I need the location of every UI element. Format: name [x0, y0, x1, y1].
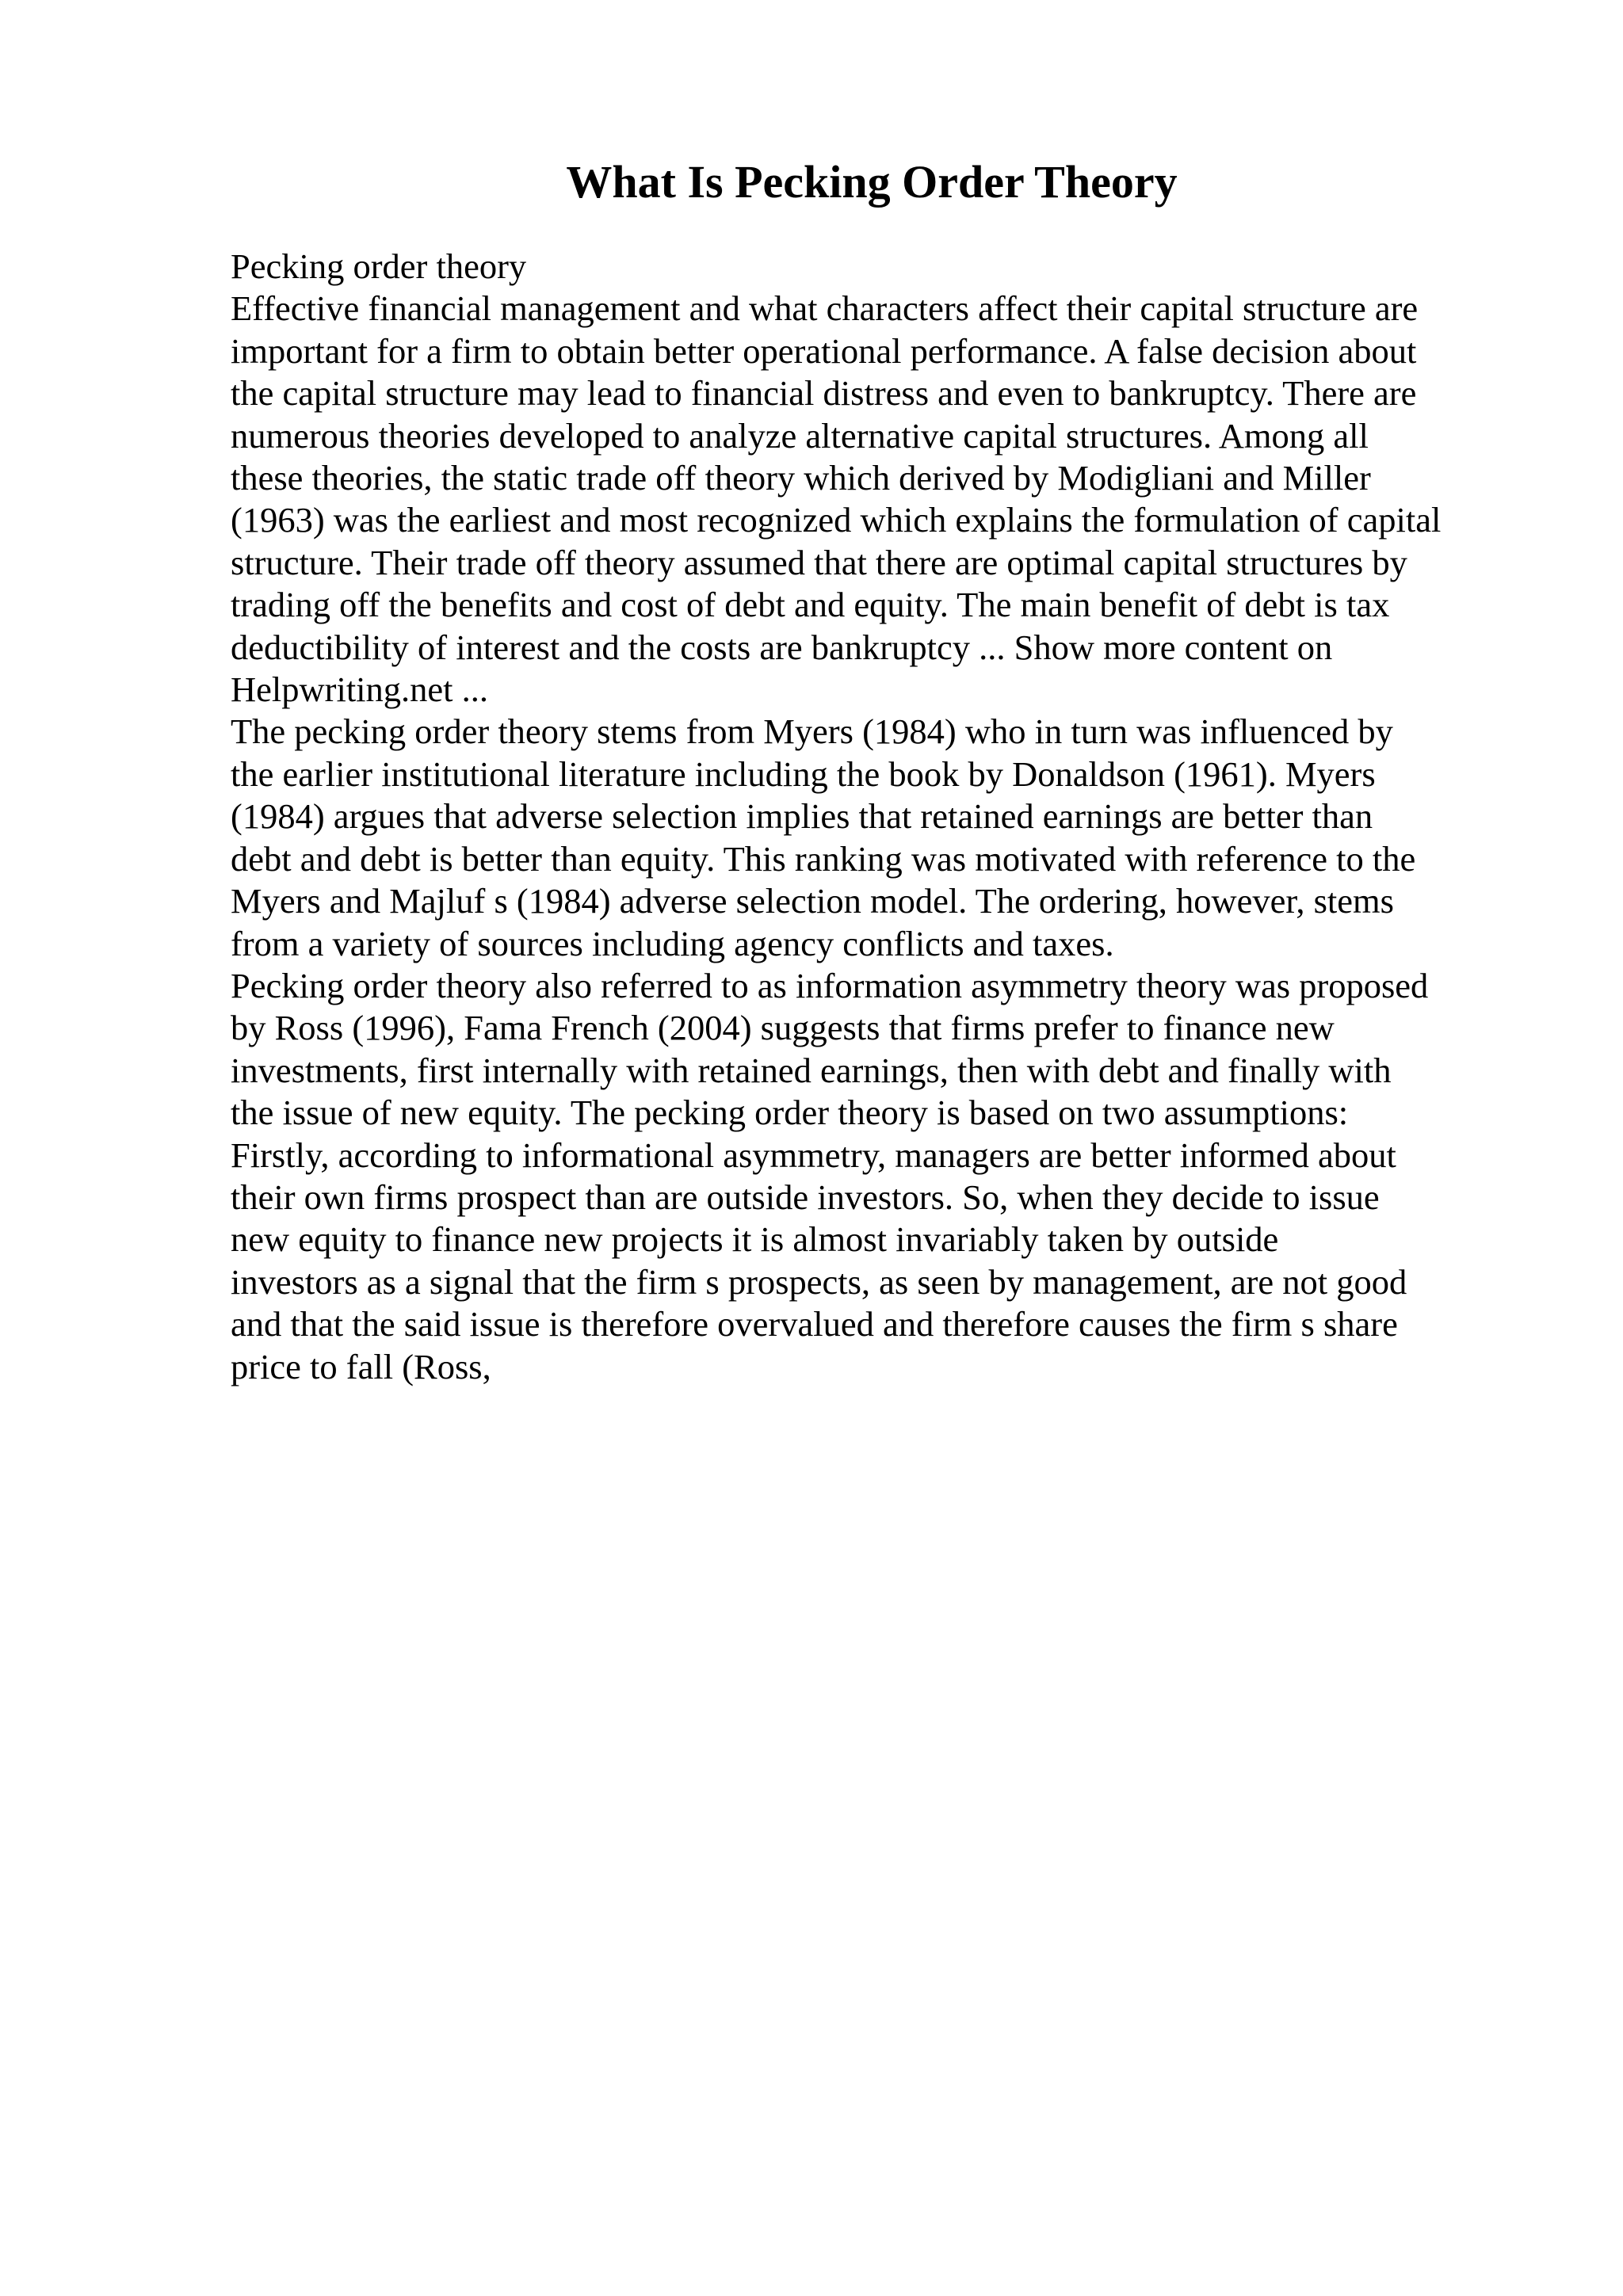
document-title: What Is Pecking Order Theory: [566, 156, 1178, 208]
text-line: from a variety of sources including agency conflicts and taxes.: [231, 923, 1114, 963]
text-line: their own firms prospect than are outside investors. So, when they decide to issue: [231, 1177, 1380, 1217]
text-line: Firstly, according to informational asymmetry, managers are better informed about: [231, 1135, 1396, 1175]
text-line: important for a firm to obtain better operational performance. A false decision about: [231, 330, 1417, 371]
document-body: [231, 246, 1578, 1388]
text-line: numerous theories developed to analyze alternative capital structures. Among all: [231, 415, 1369, 456]
text-line: (1963) was the earliest and most recognized which explains the formulation of capital: [231, 500, 1442, 540]
text-line: Pecking order theory also referred to as information asymmetry theory was proposed: [231, 965, 1429, 1005]
text-line: Pecking order theory: [231, 246, 527, 286]
text-line: new equity to finance new projects it is almost invariably taken by outside: [231, 1219, 1279, 1260]
text-line: investors as a signal that the firm s prospects, as seen by management, are not good: [231, 1261, 1407, 1302]
text-line: trading off the benefits and cost of debt and equity. The main benefit of debt is tax: [231, 585, 1390, 625]
text-line: Helpwriting.net ...: [231, 669, 489, 710]
text-line: and that the said issue is therefore overvalued and therefore causes the firm s share: [231, 1304, 1398, 1344]
text-line: Myers and Majluf s (1984) adverse selection model. The ordering, however, stems: [231, 881, 1394, 921]
text-line: debt and debt is better than equity. This ranking was motivated with reference to the: [231, 838, 1416, 879]
text-line: deductibility of interest and the costs are bankruptcy ... Show more content on: [231, 627, 1333, 667]
text-line: (1984) argues that adverse selection implies that retained earnings are better than: [231, 796, 1373, 837]
text-line: Effective financial management and what characters affect their capital structure are: [231, 288, 1419, 329]
text-line: price to fall (Ross,: [231, 1346, 491, 1386]
text-line: these theories, the static trade off theory which derived by Modigliani and Miller: [231, 458, 1371, 498]
text-line: the issue of new equity. The pecking order theory is based on two assumptions:: [231, 1093, 1349, 1133]
text-line: the earlier institutional literature including the book by Donaldson (1961). Myers: [231, 753, 1376, 794]
text-line: by Ross (1996), Fama French (2004) suggests that firms prefer to finance new: [231, 1008, 1335, 1048]
text-line: investments, first internally with retained earnings, then with debt and finally with: [231, 1050, 1392, 1090]
text-line: the capital structure may lead to financial distress and even to bankruptcy. There are: [231, 373, 1417, 414]
text-line: structure. Their trade off theory assumed that there are optimal capital structures by: [231, 542, 1407, 582]
text-line: The pecking order theory stems from Myers (1984) who in turn was influenced by: [231, 711, 1393, 752]
